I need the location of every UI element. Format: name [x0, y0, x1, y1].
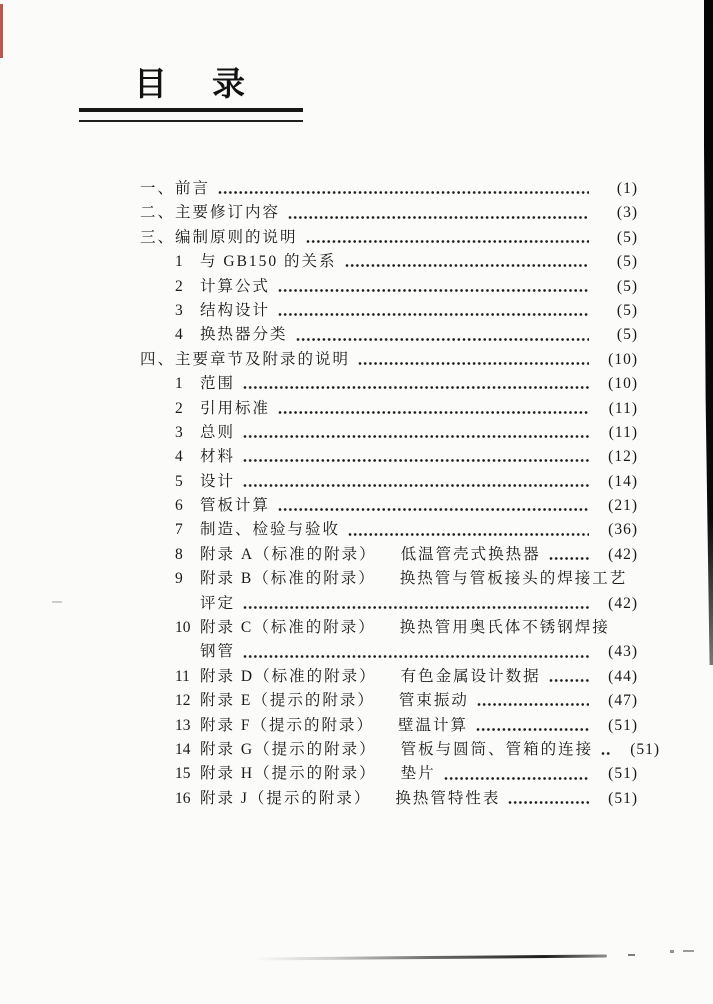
scan-speck	[670, 950, 674, 953]
toc-item-description: 管板与圆筒、管箱的连接	[400, 740, 594, 758]
toc-row	[140, 372, 638, 396]
dot-leader	[348, 531, 589, 538]
toc-row	[140, 738, 661, 762]
scan-edge-artifact-left	[0, 4, 3, 58]
toc-item-label: 附录 E（提示的附录）	[200, 692, 375, 710]
toc-row	[140, 714, 638, 738]
toc-page-number: (43)	[608, 643, 638, 661]
dot-leader	[306, 238, 589, 245]
toc-item-number: 4	[175, 326, 183, 344]
toc-item-label: 计算公式	[200, 277, 271, 295]
dot-leader	[243, 604, 589, 611]
dot-leader	[549, 555, 589, 562]
dot-leader	[477, 701, 589, 708]
title-underline-rule	[79, 108, 303, 122]
toc-row	[140, 689, 638, 713]
toc-row	[140, 543, 638, 567]
dot-leader	[288, 214, 589, 221]
toc-row	[140, 250, 638, 274]
toc-item-label: 附录 A（标准的附录）	[200, 545, 377, 563]
toc-item-label: 总则	[200, 423, 236, 441]
toc-item-label: 评定	[200, 594, 236, 612]
toc-item-label: 附录 G（提示的附录）	[200, 740, 377, 758]
dot-leader	[358, 360, 589, 367]
toc-page-number: (51)	[608, 716, 638, 734]
toc-item-number: 3	[175, 301, 183, 319]
toc-page-number: (1)	[616, 180, 638, 197]
toc-row	[140, 640, 638, 664]
toc-row	[140, 592, 638, 616]
toc-page-number: (5)	[616, 277, 638, 295]
toc-row	[140, 762, 638, 786]
toc-row	[140, 470, 638, 494]
toc-item-number: 12	[175, 692, 191, 710]
toc-row	[140, 177, 638, 201]
toc-item-description: 换热管与管板接头的焊接工艺	[399, 570, 628, 588]
toc-item-number: 5	[175, 472, 183, 490]
dot-leader	[243, 482, 589, 489]
toc-row	[140, 421, 638, 445]
toc-page-number: (10)	[608, 350, 638, 368]
toc-item-label: 换热器分类	[200, 326, 288, 344]
toc-item-number: 9	[175, 570, 183, 588]
toc-page-number: (11)	[608, 399, 638, 417]
dot-leader	[345, 262, 589, 269]
toc-item-label: 材料	[200, 448, 236, 466]
toc-item-label: 附录 C（标准的附录）	[200, 619, 376, 637]
toc-row	[140, 226, 638, 250]
toc-list	[140, 177, 661, 811]
toc-item-number: 10	[175, 619, 191, 637]
toc-page-number: (10)	[608, 375, 638, 393]
toc-item-label: 附录 B（标准的附录）	[200, 570, 376, 588]
dot-leader	[476, 726, 589, 733]
toc-page-number: (5)	[616, 228, 638, 246]
dot-leader	[296, 336, 589, 343]
toc-page-number: (51)	[608, 765, 638, 783]
toc-item-label: 钢管	[200, 643, 236, 661]
toc-item-label: 设计	[200, 472, 236, 490]
toc-page-number: (42)	[608, 545, 638, 563]
toc-item-number: 1	[175, 253, 183, 271]
dot-leader	[278, 409, 589, 416]
toc-item-description: 换热管用奥氏体不锈钢焊接	[399, 619, 610, 637]
toc-item-label: 管板计算	[200, 497, 271, 515]
toc-page-number: (51)	[608, 789, 638, 807]
toc-item-number: 14	[175, 740, 191, 758]
dot-leader	[601, 750, 611, 757]
toc-item-description: 低温管壳式换热器	[400, 545, 541, 563]
page-title: 目 录	[134, 67, 251, 103]
toc-row	[140, 299, 638, 323]
dot-leader	[243, 653, 589, 660]
toc-item-number: 7	[175, 521, 183, 539]
toc-item-number: 11	[175, 667, 190, 685]
scan-smudge-bottom	[255, 954, 607, 960]
toc-page-number: (47)	[608, 692, 638, 710]
toc-page-number: (51)	[630, 740, 661, 758]
dot-leader	[278, 311, 589, 318]
toc-item-label: 附录 H（提示的附录）	[200, 765, 377, 783]
toc-item-number: 1	[175, 375, 183, 393]
toc-row	[140, 275, 638, 299]
toc-item-description: 有色金属设计数据	[400, 667, 541, 685]
toc-page-number: (3)	[616, 204, 638, 222]
toc-item-label: 引用标准	[200, 399, 271, 417]
toc-item-description: 壁温计算	[398, 716, 469, 734]
dot-leader	[243, 433, 589, 440]
dot-leader	[243, 384, 589, 391]
dot-leader	[508, 799, 589, 806]
dot-leader	[278, 506, 589, 513]
toc-item-number: 15	[175, 765, 191, 783]
toc-item-label: 范围	[200, 375, 236, 393]
toc-row	[140, 665, 638, 689]
toc-page-number: (42)	[608, 594, 638, 612]
toc-row	[140, 567, 638, 591]
toc-item-label: 结构设计	[200, 301, 271, 319]
toc-item-description: 换热管特性表	[395, 789, 501, 807]
toc-item-label: 附录 D（标准的附录）	[200, 667, 377, 685]
toc-page-number: (5)	[616, 326, 638, 344]
toc-row	[140, 787, 638, 811]
toc-page-number: (11)	[608, 423, 638, 441]
toc-item-number: 2	[175, 277, 183, 295]
toc-item-label: 附录 J（提示的附录）	[200, 789, 372, 807]
toc-page-number: (14)	[608, 472, 638, 490]
toc-row	[140, 445, 638, 469]
toc-row	[140, 348, 638, 372]
toc-item-description: 垫片	[400, 765, 436, 783]
toc-item-label: 附录 F（提示的附录）	[200, 716, 374, 734]
toc-item-label: 三、编制原则的说明	[140, 228, 298, 246]
toc-item-label: 二、主要修订内容	[140, 204, 281, 222]
toc-row	[140, 518, 638, 542]
toc-item-number: 2	[175, 399, 183, 417]
toc-page-number: (5)	[616, 253, 638, 271]
toc-row	[140, 323, 638, 347]
toc-item-label: 制造、检验与验收	[200, 521, 341, 539]
toc-item-label: 与 GB150 的关系	[200, 253, 337, 271]
scan-speck	[628, 954, 635, 956]
toc-row	[140, 397, 638, 421]
toc-item-label: 一、前言	[140, 180, 211, 197]
toc-page-number: (36)	[608, 521, 638, 539]
toc-page-number: (21)	[608, 497, 638, 515]
toc-page-number: (44)	[608, 667, 638, 685]
scan-speck	[52, 601, 62, 603]
toc-row	[140, 616, 638, 640]
dot-leader	[549, 677, 589, 684]
scan-edge-artifact-right	[704, 0, 713, 665]
dot-leader	[218, 189, 589, 196]
toc-item-number: 13	[175, 716, 191, 734]
toc-item-number: 3	[175, 423, 183, 441]
toc-item-number: 8	[175, 545, 183, 563]
toc-page-number: (12)	[608, 448, 638, 466]
toc-item-number: 4	[175, 448, 183, 466]
dot-leader	[444, 775, 589, 782]
toc-row	[140, 494, 638, 518]
dot-leader	[278, 287, 589, 294]
scan-speck	[683, 950, 694, 952]
toc-page-number: (5)	[616, 301, 638, 319]
toc-item-number: 6	[175, 497, 183, 515]
dot-leader	[243, 457, 589, 464]
toc-item-number: 16	[175, 789, 191, 807]
toc-row	[140, 201, 638, 225]
toc-item-description: 管束振动	[398, 692, 469, 710]
toc-item-label: 四、主要章节及附录的说明	[140, 350, 351, 368]
